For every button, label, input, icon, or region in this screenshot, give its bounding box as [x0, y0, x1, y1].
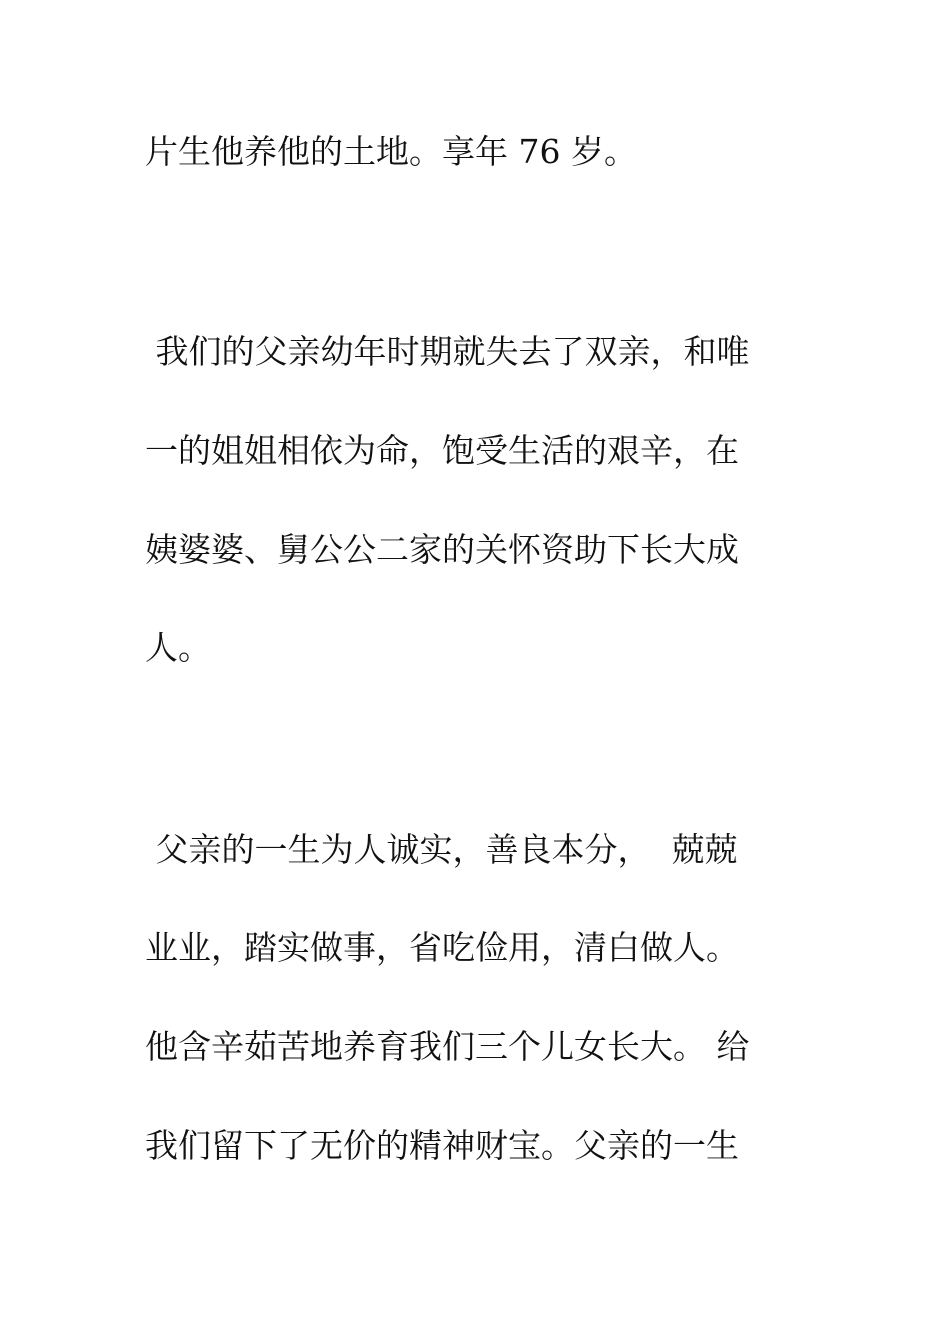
- paragraph-3-line-1: 父亲的一生为人诚实，善良本分， 兢兢: [145, 830, 738, 869]
- paragraph-2-line-3: 姨婆婆、舅公公二家的关怀资助下长大成: [145, 530, 739, 569]
- paragraph-2-line-4: 人。: [145, 628, 211, 667]
- paragraph-3-line-4: 我们留下了无价的精神财宝。父亲的一生: [145, 1126, 739, 1165]
- paragraph-3-line-2: 业业，踏实做事，省吃俭用，清白做人。: [145, 928, 739, 967]
- paragraph-2-line-2: 一的姐姐相依为命，饱受生活的艰辛，在: [145, 431, 739, 470]
- paragraph-1-line-1: 片生他养他的土地。享年 76 岁。: [145, 132, 637, 171]
- paragraph-3-line-3: 他含辛茹苦地养育我们三个儿女长大。 给: [145, 1027, 750, 1066]
- paragraph-2-line-1: 我们的父亲幼年时期就失去了双亲，和唯: [145, 332, 750, 371]
